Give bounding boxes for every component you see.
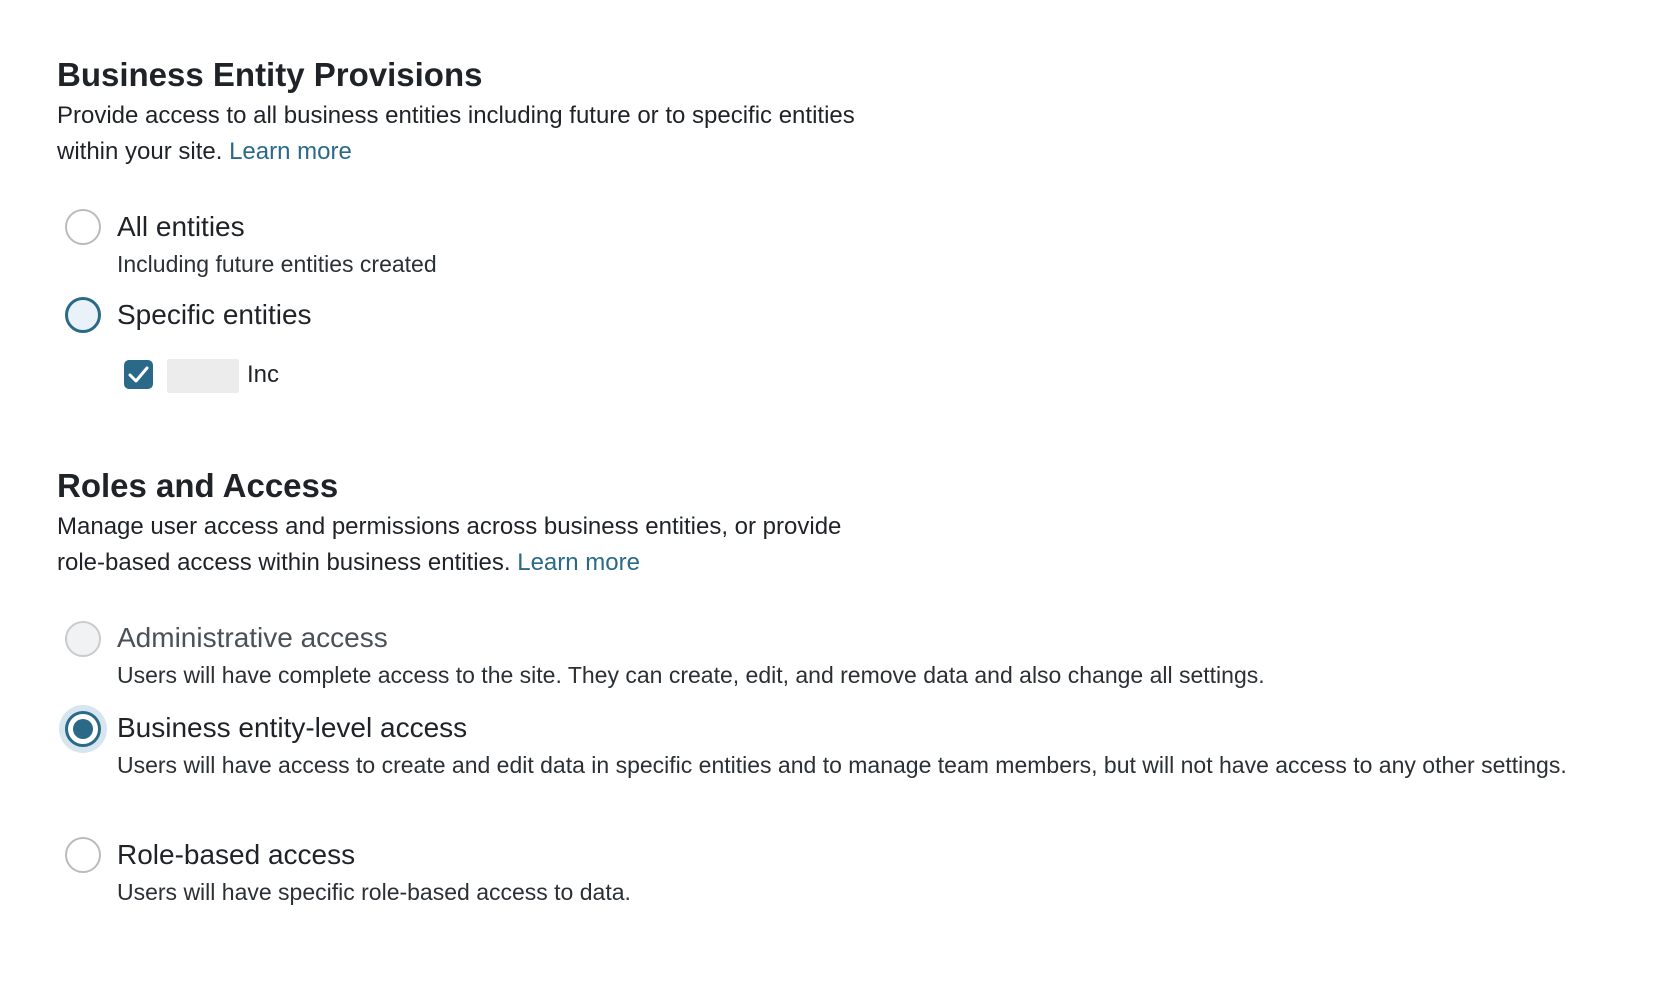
redacted-entity-name — [167, 359, 239, 393]
specific-entities-label: Specific entities — [117, 299, 312, 330]
option-all-entities[interactable] — [57, 207, 1617, 295]
roles-learn-more-link[interactable]: Learn more — [517, 549, 640, 576]
option-business-entity-level-access[interactable] — [57, 708, 1617, 835]
administrative-access-description: Users will have complete access to the site. They can create, edit, and remove data and also change all settings. — [117, 662, 1265, 688]
entity-checkbox[interactable] — [124, 360, 153, 389]
business-entity-level-access-description: Users will have access to create and edit data in specific entities and to manage team members, but will not have access to any other settings. — [117, 752, 1567, 778]
roles-description-text: Manage user access and permissions across business entities, or provide role-based access within business entities. — [57, 513, 842, 576]
administrative-access-radio — [65, 621, 101, 657]
provisions-title: Business Entity Provisions — [57, 56, 483, 93]
option-administrative-access — [57, 618, 1617, 708]
all-entities-radio[interactable] — [65, 209, 101, 245]
all-entities-description: Including future entities created — [117, 251, 437, 277]
roles-description — [57, 509, 877, 581]
provisions-section — [57, 52, 1617, 396]
option-role-based-access[interactable] — [57, 835, 1617, 915]
settings-page — [57, 52, 1617, 915]
roles-options — [57, 618, 1617, 915]
business-entity-level-access-label: Business entity-level access — [117, 712, 468, 743]
checkmark-icon — [128, 365, 149, 384]
role-based-access-radio[interactable] — [65, 837, 101, 873]
roles-title: Roles and Access — [57, 467, 339, 504]
entity-checkbox-row[interactable] — [57, 356, 1617, 396]
role-based-access-description: Users will have specific role-based access to data. — [117, 879, 631, 905]
role-based-access-label: Role-based access — [117, 839, 356, 870]
administrative-access-label: Administrative access — [117, 622, 388, 653]
business-entity-level-access-radio[interactable] — [65, 711, 101, 747]
provisions-description-text: Provide access to all business entities including future or to specific entities within your site. — [57, 102, 855, 165]
provisions-description — [57, 98, 877, 170]
option-specific-entities[interactable] — [57, 295, 1617, 345]
all-entities-label: All entities — [117, 211, 245, 242]
specific-entities-radio[interactable] — [65, 297, 101, 333]
provisions-options — [57, 207, 1617, 396]
entity-label: Inc — [247, 361, 280, 388]
roles-section — [57, 463, 1617, 915]
provisions-learn-more-link[interactable]: Learn more — [229, 138, 352, 165]
